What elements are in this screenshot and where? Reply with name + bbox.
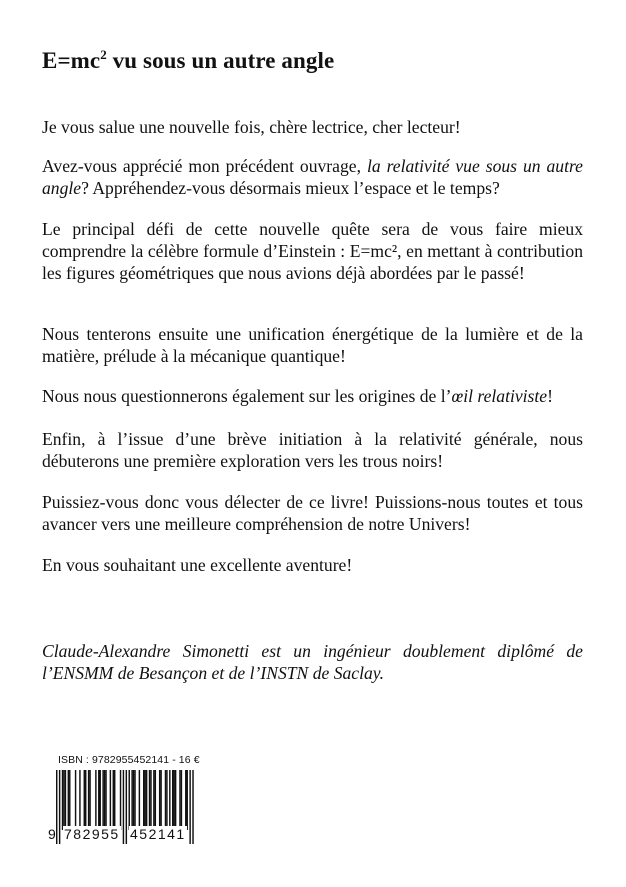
title-formula: E=mc [42, 48, 101, 73]
paragraph-previous-work-text-c: ? Appréhendez-vous désormais mieux l’espace et le temps? [81, 178, 500, 198]
barcode-bar [126, 770, 127, 844]
barcode-bar [88, 770, 89, 830]
barcode-bar [63, 770, 64, 830]
barcode-bar [62, 770, 63, 830]
barcode-bar [110, 770, 111, 830]
barcode-bar [131, 770, 132, 830]
barcode-bar [143, 770, 144, 830]
paragraph-previous-work [42, 155, 583, 199]
barcode-bar [189, 770, 190, 844]
barcode-bar [79, 770, 80, 830]
barcode-bar [165, 770, 166, 830]
barcode-bar [169, 770, 170, 830]
barcode-bar [100, 770, 101, 830]
paragraph-relativistic-eye-text-c: ! [547, 386, 553, 406]
barcode-bar [69, 770, 70, 830]
title-superscript: 2 [100, 47, 107, 62]
barcode-bar [144, 770, 145, 830]
barcode-bar [181, 770, 182, 830]
barcode-bar [102, 770, 103, 830]
barcode-digit-first: 9 [48, 826, 58, 842]
barcode-bar [129, 770, 130, 830]
paragraph-relativistic-eye [42, 385, 583, 407]
author-note: Claude-Alexandre Simonetti est un ingénieur doublement diplômé de l’ENSMM de Besançon et de l’INSTN de Saclay. [42, 641, 583, 683]
barcode-bar [98, 770, 99, 830]
paragraph-relativistic-eye-text-a: Nous nous questionnerons également sur les origines de l’ [42, 386, 452, 406]
barcode-bar [159, 770, 160, 830]
barcode-bar [185, 770, 186, 830]
title-rest: vu sous un autre angle [106, 48, 335, 73]
barcode-bar [133, 770, 134, 830]
barcode-bar [113, 770, 114, 830]
paragraph-black-holes: Enfin, à l’issue d’une brève initiation à la relativité générale, nous débuterons une première exploration vers les trous noirs! [42, 429, 583, 471]
barcode-bar [105, 770, 106, 830]
barcode-bar [134, 770, 135, 830]
barcode-bar [150, 770, 151, 830]
barcode-bar [172, 770, 173, 830]
relativistic-eye-term: œil relativiste [451, 386, 548, 406]
page-title [42, 48, 334, 74]
barcode-bar [192, 770, 193, 844]
barcode-bar [120, 770, 121, 830]
barcode-bar [68, 770, 69, 830]
paragraph-enjoy: Puissiez-vous donc vous délecter de ce livre! Puissions-nous toutes et tous avancer vers une meilleure compréhension de notre Univers! [42, 492, 583, 534]
barcode-bar [123, 770, 124, 844]
paragraph-challenge: Le principal défi de cette nouvelle quête sera de vous faire mieux comprendre la célèbre formule d’Einstein : E=mc², en mettant à contribution les figures géométriques que nous avions déjà abordées par le passé! [42, 219, 583, 283]
barcode-bar [179, 770, 180, 830]
barcode-digits-left: 782955 [64, 826, 120, 842]
barcode-bar [84, 770, 85, 830]
barcode-bar [65, 770, 66, 830]
isbn-label: ISBN : 9782955452141 - 16 € [58, 754, 200, 766]
barcode-bar [149, 770, 150, 830]
paragraph-farewell: En vous souhaitant une excellente aventure! [42, 555, 353, 575]
barcode-bar [114, 770, 115, 830]
paragraph-greeting: Je vous salue une nouvelle fois, chère lectrice, cher lecteur! [42, 117, 461, 137]
barcode-bar [75, 770, 76, 830]
barcode-bar [95, 770, 96, 830]
barcode-bar [89, 770, 90, 830]
paragraph-unification: Nous tenterons ensuite une unification énergétique de la lumière et de la matière, prélude à la mécanique quantique! [42, 324, 583, 366]
paragraph-previous-work-text-a: Avez-vous apprécié mon précédent ouvrage, [42, 156, 367, 176]
barcode-bar [166, 770, 167, 830]
barcode-bar [104, 770, 105, 830]
barcode-bar [173, 770, 174, 830]
barcode-bar [85, 770, 86, 830]
barcode-bar [139, 770, 140, 830]
previous-book-title: la relativité vue sous un autre angle [42, 156, 583, 198]
barcode-digits-right: 452141 [130, 826, 186, 842]
barcode-bar [153, 770, 154, 830]
barcode-bar [155, 770, 156, 830]
barcode-bar [59, 770, 60, 844]
barcode-bar [175, 770, 176, 830]
barcode-bar [187, 770, 188, 830]
barcode-bar [160, 770, 161, 830]
barcode-bar [146, 770, 147, 830]
